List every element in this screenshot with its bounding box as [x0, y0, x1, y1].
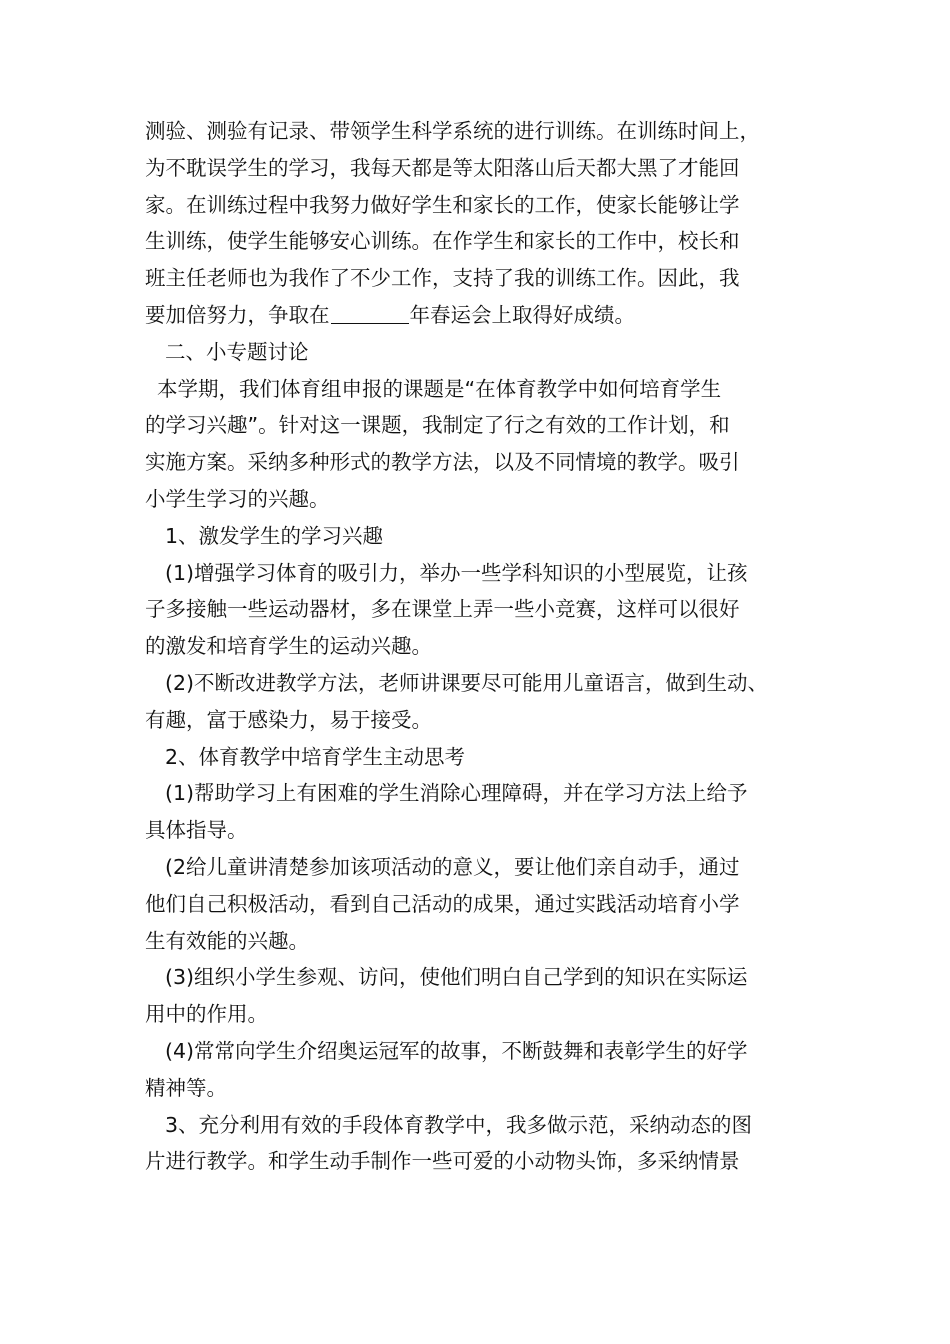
- text-line: 测验、测验有记录、带领学生科学系统的进行训练。在训练时间上，: [145, 119, 760, 143]
- paragraph-training: [145, 113, 815, 334]
- text-line: 家。在训练过程中我努力做好学生和家长的工作，使家长能够让学: [145, 192, 740, 217]
- subsection-heading: 2、体育教学中培育学生主动思考: [165, 744, 466, 769]
- text-line: 3、充分利用有效的手段体育教学中，我多做示范，采纳动态的图: [165, 1112, 753, 1137]
- year-blank: [331, 303, 409, 324]
- paragraph-item: [145, 555, 815, 665]
- text-line: 班主任老师也为我作了不少工作，支持了我的训练工作。因此，我: [145, 266, 740, 291]
- paragraph-item: [145, 849, 815, 959]
- paragraph-item: [145, 1033, 815, 1107]
- text-line: 的激发和培育学生的运动兴趣。: [145, 634, 432, 659]
- paragraph-item: [145, 665, 815, 739]
- text-line: 子多接触一些运动器材，多在课堂上弄一些小竞赛，这样可以很好: [145, 597, 740, 622]
- text-line: 的学习兴趣”。针对这一课题，我制定了行之有效的工作计划，和: [145, 413, 730, 438]
- text-line: 为不耽误学生的学习，我每天都是等太阳落山后天都大黑了才能回: [145, 155, 740, 180]
- text-line: 生有效能的兴趣。: [145, 928, 309, 953]
- text-line: 生训练，使学生能够安心训练。在作学生和家长的工作中，校长和: [145, 229, 740, 254]
- paragraph-item: [145, 775, 815, 849]
- text-line: 精神等。: [145, 1075, 227, 1100]
- text-line: 本学期，我们体育组申报的课题是“在体育教学中如何培育学生: [157, 376, 722, 401]
- text-line: (4)常常向学生介绍奥运冠军的故事，不断鼓舞和表彰学生的好学: [165, 1038, 748, 1063]
- text-line: 具体指导。: [145, 818, 248, 843]
- paragraph-topic: [145, 371, 815, 518]
- text-line: 有趣，富于感染力，易于接受。: [145, 707, 432, 732]
- section-heading: 二、小专题讨论: [165, 339, 309, 364]
- text-line: 片进行教学。和学生动手制作一些可爱的小动物头饰，多采纳情景: [145, 1149, 740, 1174]
- subsection-heading: 1、激发学生的学习兴趣: [165, 523, 384, 548]
- text-line: (1)增强学习体育的吸引力，举办一些学科知识的小型展览，让孩: [165, 560, 748, 585]
- text-line: 小学生学习的兴趣。: [145, 486, 330, 511]
- text-after-blank: 年春运会上取得好成绩。: [409, 302, 635, 327]
- text-before-blank: 要加倍努力，争取在: [145, 302, 330, 327]
- text-line: 用中的作用。: [145, 1002, 268, 1027]
- text-line: (1)帮助学习上有困难的学生消除心理障碍，并在学习方法上给予: [165, 781, 748, 806]
- paragraph-item: [145, 1107, 815, 1181]
- document-body: [145, 113, 815, 1180]
- paragraph-item: [145, 959, 815, 1033]
- text-line: (3)组织小学生参观、访问，使他们明白自己学到的知识在实际运: [165, 965, 748, 990]
- text-line: (2给儿童讲清楚参加该项活动的意义，要让他们亲自动手，通过: [165, 854, 740, 879]
- text-line: (2)不断改进教学方法，老师讲课要尽可能用儿童语言，做到生动、: [165, 670, 769, 695]
- text-line: 他们自己积极活动，看到自己活动的成果，通过实践活动培育小学: [145, 891, 740, 916]
- text-line: 实施方案。采纳多种形式的教学方法，以及不同情境的教学。吸引: [145, 450, 740, 475]
- text-line-with-blank: [145, 297, 815, 334]
